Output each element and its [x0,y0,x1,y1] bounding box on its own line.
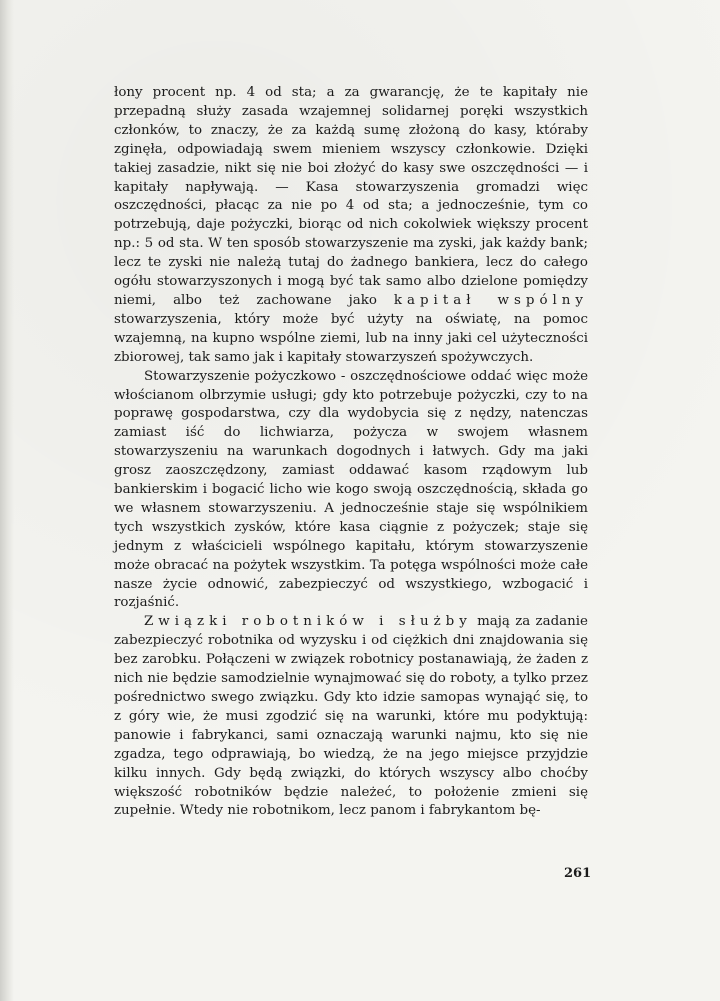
paragraph-2-run-1: Stowarzyszenie pożyczkowo - oszczędnościowe oddać więc może włościanom olbrzymie usługi; gdy kto potrzebuje pożyczki, czy to na poprawę gospodarstwa, czy dla wydobycia się z nędzy, natenczas zamiast iść do lichwiarza, pożycza w swojem własnem stowarzyszeniu na warunkach dogodnych i łatwych. Gdy ma jaki grosz zaoszczędzony, zamiast oddawać kasom rządowym lub bankierskim i bogacić licho wie kogo swoją oszczędnością, składa go we własnem stowarzyszeniu. A jednocześnie staje się wspólnikiem tych wszystkich zysków, które kasa ciągnie z pożyczek; staje się jednym z właścicieli wspólnego kapitału, którym stowarzyszenie może obracać na pożytek wszystkim. Ta potęga wspólności może całe nasze życie odnowić, zabezpieczyć od wszystkiego, wzbogacić i rozjaśnić. [114,368,588,611]
paragraph-1 [114,84,588,368]
paragraph-3 [114,613,588,821]
paragraph-1-run-3: stowarzyszenia, który może być użyty na oświatę, na pomoc wzajemną, na kupno wspólne ziemi, lub na inny jaki cel użyteczności zbiorowej, tak samo jak i kapitały stowarzyszeń spożywczych. [114,311,588,365]
page-binding-edge [0,0,14,1001]
paragraph-2 [114,368,588,614]
paragraph-1-spaced-phrase: kapitał wspólny [393,292,588,308]
paragraph-3-spaced-phrase: Związki robotników i służby [144,614,472,630]
paragraph-1-run-1: łony procent np. 4 od sta; a za gwarancję, że te kapitały nie przepadną służy zasada wzajemnej solidarnej poręki wszystkich członków, to znaczy, że za każdą sumę złożoną do kasy, któraby zginęła, odpowiadają swem mieniem wszyscy członkowie. Dzięki takiej zasadzie, nikt się nie boi złożyć do kasy swe oszczędności — i kapitały napływają. — Kasa stowarzyszenia gromadzi więc oszczędności, płacąc za nie po 4 od sta; a jednocześnie, tym co potrzebują, daje pożyczki, biorąc od nich cokolwiek większy procent np.: 5 od sta. W ten sposób stowarzyszenie ma zyski, jak każdy bank; lecz te zyski nie należą tutaj do żadnego bankiera, lecz do całego ogółu stowarzyszonych i mogą być tak samo albo dzielone pomiędzy niemi, albo też zachowane jako [114,85,588,308]
page-number: 261 [564,866,592,881]
body-text [114,84,588,821]
paragraph-3-run-2: mają za zadanie zabezpieczyć robotnika od wyzysku i od ciężkich dni znajdowania się bez zarobku. Połączeni w związek robotnicy postanawiają, że żaden z nich nie będzie samodzielnie wynajmować się do roboty, a tylko przez pośrednictwo swego związku. Gdy kto idzie samopas wynająć się, to z góry wie, że musi zgodzić się na warunki, które mu podyktują: panowie i fabrykanci, sami oznaczają warunki najmu, kto się nie zgadza, tego odprawiają, bo wiedzą, że na jego miejsce przyjdzie kilku innych. Gdy będą związki, do których wszyscy albo choćby większość robotników będzie należeć, to położenie zmieni się zupełnie. Wtedy nie robotnikom, lecz panom i fabrykantom bę- [114,614,588,819]
